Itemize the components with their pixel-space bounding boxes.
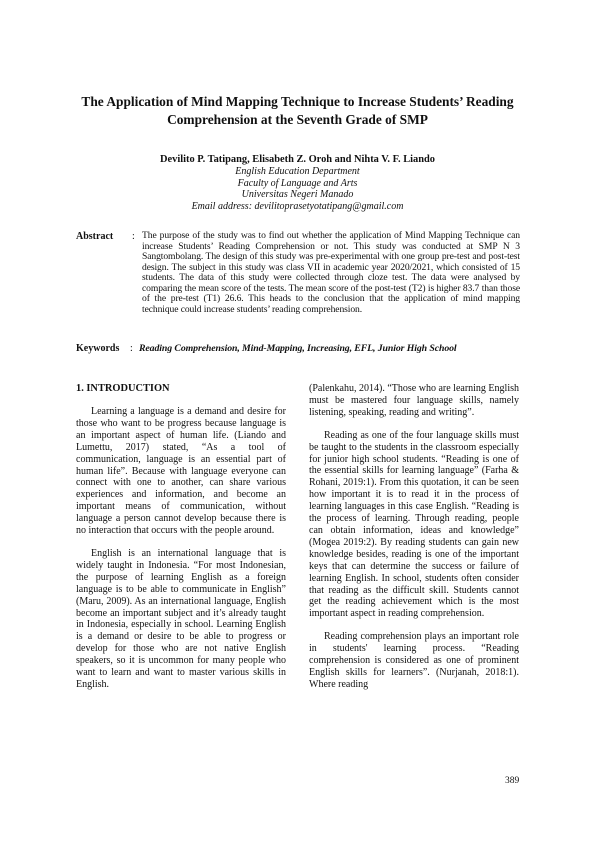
section-heading: 1. INTRODUCTION — [76, 383, 170, 394]
body-paragraph: Reading as one of the four language skills must be taught to the students in the classroom especially for junior high school students. “Reading is one of the essential skills for learning language” (Farha & Rohani, 2019:1). From this quotation, it can be seen how important it is to read it in the process of learning languages in this case English. “Reading is the process of learning. Through reading, people can obtain information, ideas and knowledge” (Mogea 2019:2). By reading students can gain new knowledge besides, reading is one of the important keys that can determine the success or failure of learning English. In school, students often consider that reading as the difficult skill. Students cannot get the reading achievement which is the most important aspect in reading comprehension. — [309, 429, 519, 620]
keywords-colon: : — [130, 343, 133, 354]
author-list: Devilito P. Tatipang, Elisabeth Z. Oroh and Nihta V. F. Liando — [160, 154, 435, 165]
abstract-text: The purpose of the study was to find out whether the application of Mind Mapping Technique can increase Students’ Reading Comprehension or not. This study was conducted at SMP N 3 Sangtombolang. The design of this study was pre-experimental with one group pre-test and post-test design. The subject in this study was class VII in academic year 2020/2021, which consisted of 15 students. The data of this study were collected through cloze test. The data were analysed by comparing the mean score of the tests. The mean score of the post-test (T2) is higher 83.7 than those of the pre-test (T1) 26.6. This heads to the conclusion that the application of mind mapping technique could increase students’ reading comprehension. — [142, 230, 520, 315]
right-column — [309, 383, 519, 702]
body-paragraph: Reading comprehension plays an important role in students' learning process. “Reading comprehension is considered as one of prominent English skills for learners”. (Nurjanah, 2018:1). Where reading — [309, 631, 519, 690]
abstract-label: Abstract — [76, 231, 114, 242]
affiliation-faculty: Faculty of Language and Arts — [237, 177, 358, 189]
author-email: Email address: devilitoprasetyotatipang@gmail.com — [191, 201, 404, 213]
page-number: 389 — [505, 776, 520, 786]
body-paragraph: (Palenkahu, 2014). “Those who are learning English must be mastered four language skills, namely listening, speaking, reading and writing”. — [309, 383, 519, 418]
affiliation-university: Universitas Negeri Manado — [241, 189, 354, 201]
abstract-colon: : — [132, 231, 135, 242]
body-paragraph: English is an international language that is widely taught in Indonesia. “For most Indonesian, the purpose of learning English as a foreign language is to be able to communicate in English” (Maru, 2009). As an international language, English become an important subject and it’s already taught in Indonesia, especially in school. Learning English is a demand or desire to be able to progress or develop for those who are not native English speakers, so it is uncommon for many people who want to learn and want to master various skills in English. — [76, 547, 286, 690]
paper-title: The Application of Mind Mapping Technique to Increase Students’ Reading Comprehension at the Seventh Grade of SMP — [81, 94, 514, 127]
keywords-text: Reading Comprehension, Mind-Mapping, Increasing, EFL, Junior High School — [139, 343, 457, 354]
keywords-label: Keywords — [76, 343, 120, 354]
left-column — [76, 383, 286, 702]
affiliation-block — [60, 166, 535, 213]
body-paragraph: Learning a language is a demand and desire for those who want to be progress because language is an important aspect of human life. (Liando and Lumettu, 2017) stated, “As a tool of communication, language is an essential part of human life”. Because with language everyone can connect with one to another, can share various experiences and information, and become an important means of communication, without language a person cannot develop because there is no interaction that occurs with the people around. — [76, 406, 286, 537]
affiliation-department: English Education Department — [235, 166, 360, 177]
